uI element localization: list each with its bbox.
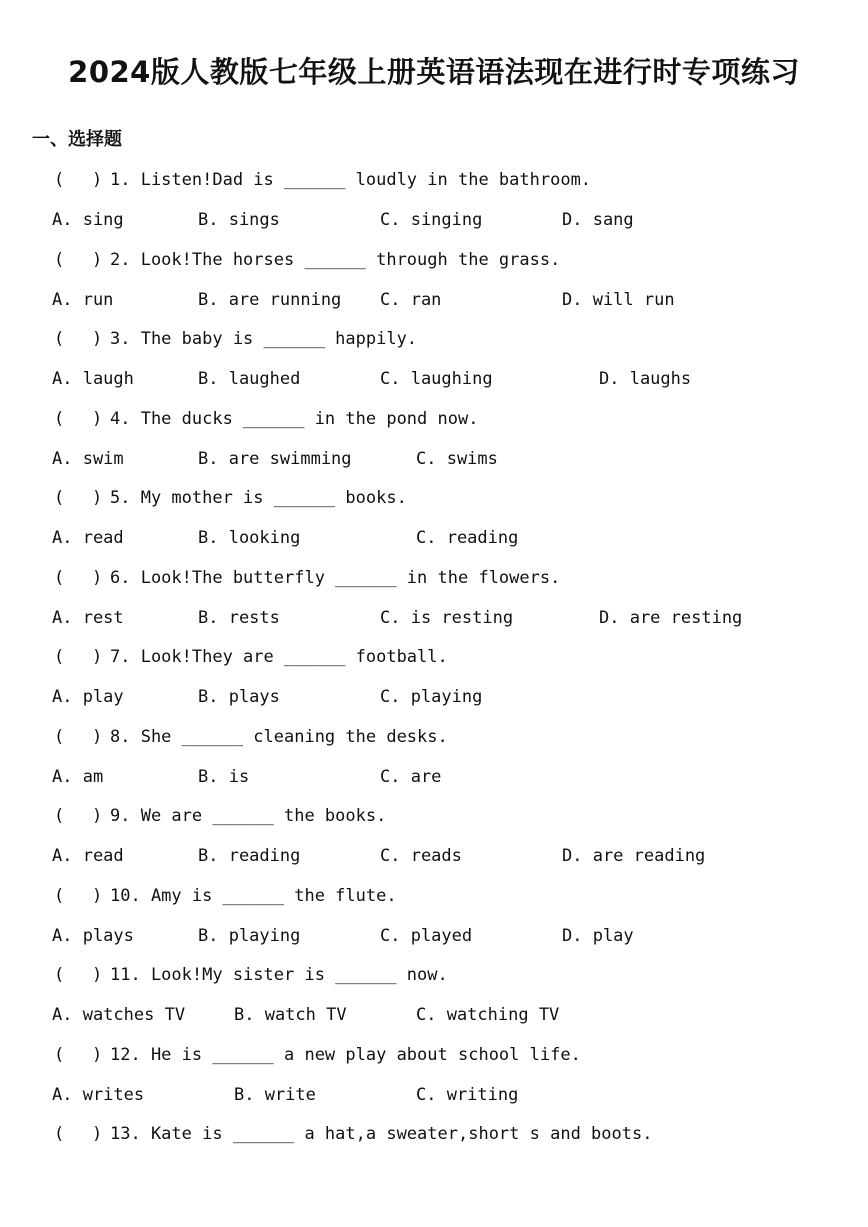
- option-b: B. watch TV: [234, 1005, 347, 1025]
- option-b: B. sings: [198, 210, 280, 230]
- option-d: D. are resting: [599, 607, 743, 628]
- option-d: D. laughs: [599, 369, 692, 389]
- question-text: 5. My mother is ______ books.: [110, 488, 407, 508]
- question-stem-row: [0, 484, 868, 512]
- question-item: [0, 246, 868, 326]
- question-item: [0, 1120, 868, 1200]
- option-b: B. playing: [198, 925, 301, 946]
- options-row: [0, 1001, 868, 1029]
- option-b: B. is: [198, 766, 250, 787]
- question-text: 10. Amy is ______ the flute.: [110, 885, 397, 906]
- option-b: B. rests: [198, 607, 280, 628]
- question-item: [0, 166, 868, 246]
- question-text: 3. The baby is ______ happily.: [110, 329, 418, 349]
- option-d: D. are reading: [562, 846, 706, 866]
- option-d: D. sang: [562, 210, 634, 230]
- option-a: A. rest: [52, 607, 124, 628]
- option-a: A. run: [52, 289, 114, 310]
- answer-paren-close: ): [92, 647, 103, 667]
- option-c: C. swims: [416, 448, 498, 469]
- question-stem-row: [0, 961, 868, 989]
- question-item: [0, 564, 868, 644]
- answer-paren-open: (: [54, 329, 65, 349]
- question-text: 1. Listen!Dad is ______ loudly in the bathroom.: [110, 170, 592, 190]
- option-a: A. am: [52, 766, 104, 787]
- answer-paren-open: (: [54, 885, 65, 906]
- answer-paren-close: ): [92, 806, 103, 826]
- question-item: [0, 643, 868, 723]
- option-b: B. plays: [198, 687, 280, 707]
- question-text: 11. Look!My sister is ______ now.: [110, 965, 448, 985]
- question-text: 2. Look!The horses ______ through the grass.: [110, 249, 561, 270]
- question-stem-row: [0, 405, 868, 433]
- option-c: C. ran: [380, 289, 442, 310]
- answer-paren-close: ): [92, 408, 103, 429]
- option-a: A. sing: [52, 210, 124, 230]
- options-row: [0, 524, 868, 552]
- question-item: [0, 484, 868, 564]
- answer-paren-open: (: [54, 408, 65, 429]
- option-d: D. play: [562, 925, 634, 946]
- answer-paren-close: ): [92, 329, 103, 349]
- answer-paren-close: ): [92, 965, 103, 985]
- question-item: [0, 405, 868, 485]
- option-a: A. read: [52, 846, 124, 866]
- answer-paren-open: (: [54, 567, 65, 588]
- question-stem-row: [0, 1041, 868, 1069]
- answer-paren-open: (: [54, 249, 65, 270]
- options-row: [0, 286, 868, 314]
- option-a: A. writes: [52, 1084, 145, 1105]
- page-title: 2024版人教版七年级上册英语语法现在进行时专项练习: [68, 55, 800, 89]
- question-text: 12. He is ______ a new play about school life.: [110, 1044, 581, 1065]
- question-stem-row: [0, 166, 868, 194]
- answer-paren-close: ): [92, 249, 103, 270]
- option-d: D. will run: [562, 289, 675, 310]
- question-text: 13. Kate is ______ a hat,a sweater,short s and boots.: [110, 1124, 653, 1144]
- option-c: C. laughing: [380, 369, 493, 389]
- options-row: [0, 683, 868, 711]
- option-b: B. reading: [198, 846, 301, 866]
- answer-paren-close: ): [92, 726, 103, 747]
- option-c: C. watching TV: [416, 1005, 560, 1025]
- option-a: A. watches TV: [52, 1005, 186, 1025]
- options-row: [0, 365, 868, 393]
- answer-paren-close: ): [92, 170, 103, 190]
- question-stem-row: [0, 802, 868, 830]
- option-a: A. plays: [52, 925, 134, 946]
- options-row: [0, 922, 868, 950]
- options-row: [0, 763, 868, 791]
- answer-paren-close: ): [92, 567, 103, 588]
- answer-paren-close: ): [92, 885, 103, 906]
- question-item: [0, 961, 868, 1041]
- option-c: C. reading: [416, 528, 519, 548]
- question-stem-row: [0, 325, 868, 353]
- question-item: [0, 325, 868, 405]
- answer-paren-open: (: [54, 726, 65, 747]
- options-row: [0, 206, 868, 234]
- option-c: C. writing: [416, 1084, 519, 1105]
- answer-paren-open: (: [54, 1124, 65, 1144]
- option-b: B. laughed: [198, 369, 301, 389]
- answer-paren-open: (: [54, 1044, 65, 1065]
- section-heading: 一、选择题: [32, 129, 122, 150]
- option-a: A. read: [52, 528, 124, 548]
- answer-paren-open: (: [54, 647, 65, 667]
- option-c: C. reads: [380, 846, 462, 866]
- question-item: [0, 802, 868, 882]
- question-text: 7. Look!They are ______ football.: [110, 647, 448, 667]
- option-c: C. played: [380, 925, 473, 946]
- options-row: [0, 604, 868, 632]
- option-b: B. write: [234, 1084, 316, 1105]
- option-a: A. play: [52, 687, 124, 707]
- question-stem-row: [0, 643, 868, 671]
- question-item: [0, 1041, 868, 1121]
- options-row: [0, 1081, 868, 1109]
- question-text: 9. We are ______ the books.: [110, 806, 387, 826]
- option-b: B. looking: [198, 528, 301, 548]
- question-stem-row: [0, 564, 868, 592]
- answer-paren-close: ): [92, 1044, 103, 1065]
- option-a: A. swim: [52, 448, 124, 469]
- question-list: [0, 166, 868, 1200]
- answer-paren-close: ): [92, 488, 103, 508]
- question-stem-row: [0, 882, 868, 910]
- option-b: B. are running: [198, 289, 342, 310]
- answer-paren-close: ): [92, 1124, 103, 1144]
- option-b: B. are swimming: [198, 448, 352, 469]
- option-c: C. are: [380, 766, 442, 787]
- question-text: 8. She ______ cleaning the desks.: [110, 726, 448, 747]
- question-item: [0, 723, 868, 803]
- option-c: C. singing: [380, 210, 483, 230]
- question-item: [0, 882, 868, 962]
- answer-paren-open: (: [54, 806, 65, 826]
- question-stem-row: [0, 246, 868, 274]
- option-a: A. laugh: [52, 369, 134, 389]
- question-stem-row: [0, 1120, 868, 1148]
- options-row: [0, 445, 868, 473]
- question-stem-row: [0, 723, 868, 751]
- answer-paren-open: (: [54, 170, 65, 190]
- option-c: C. playing: [380, 687, 483, 707]
- answer-paren-open: (: [54, 965, 65, 985]
- option-c: C. is resting: [380, 607, 514, 628]
- question-text: 6. Look!The butterfly ______ in the flowers.: [110, 567, 561, 588]
- options-row: [0, 842, 868, 870]
- question-text: 4. The ducks ______ in the pond now.: [110, 408, 479, 429]
- answer-paren-open: (: [54, 488, 65, 508]
